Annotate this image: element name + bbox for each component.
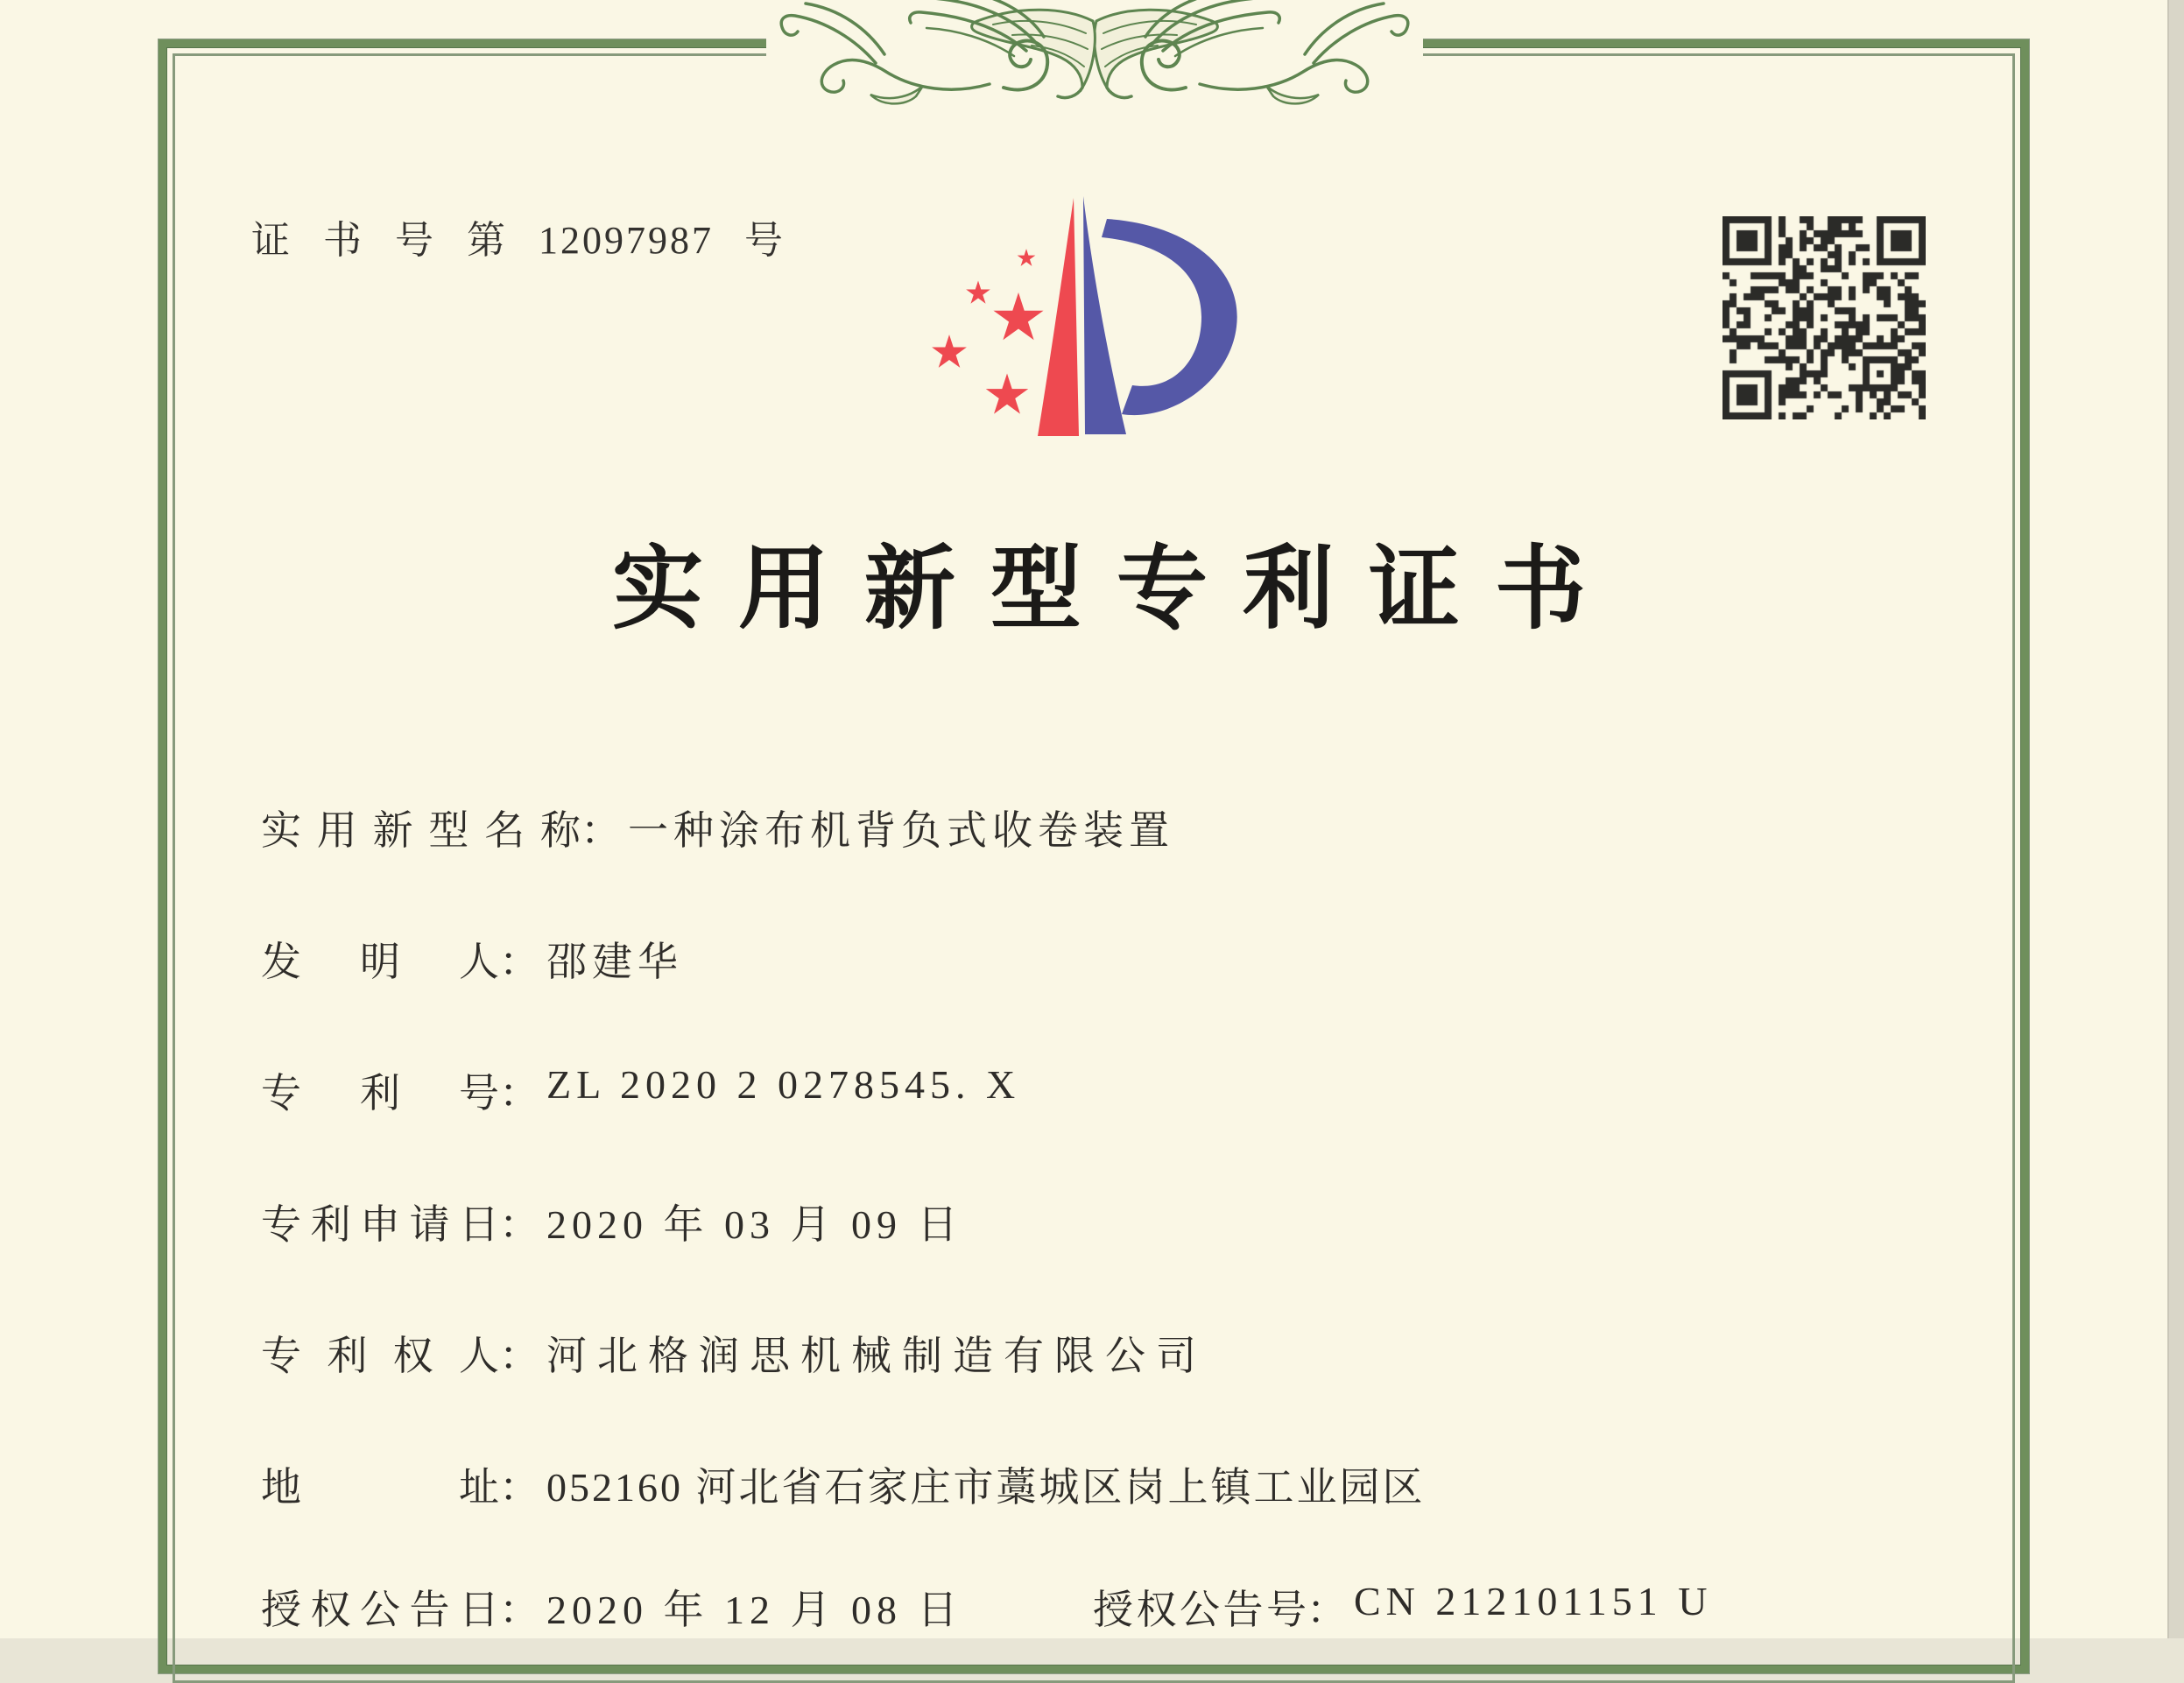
field-label: 发明人 [261,940,499,984]
scan-edge [2167,0,2184,1638]
field-value: CN 212101151 U [1354,1579,1713,1623]
field-colon: ： [581,808,621,853]
field-value: 2020 年 03 月 09 日 [546,1202,963,1247]
field-value: 052160 河北省石家庄市藁城区岗上镇工业园区 [546,1465,1426,1510]
field-value: 邵建华 [546,940,683,984]
field-grant-date [261,1578,963,1630]
field-value: 一种涂布机背负式收卷装置 [628,808,1174,853]
field-label: 授权公告日 [261,1588,499,1632]
field-label: 专利申请日 [261,1202,499,1247]
field-colon: ： [499,1334,539,1378]
field-colon: ： [499,1071,539,1116]
field-grant-number [1093,1578,1712,1630]
qr-code-icon [1723,216,1926,419]
cnipa-patent-logo-icon [918,184,1255,447]
certificate-title: 实用新型专利证书 [611,539,1621,640]
field-colon: ： [499,1465,539,1510]
field-colon: ： [1307,1588,1347,1632]
field-patent-number [261,1061,1020,1114]
green-scroll-flourish-icon [766,0,1423,105]
field-value: 2020 年 12 月 08 日 [546,1588,963,1632]
field-colon: ： [499,1588,539,1632]
top-ornament [766,0,1423,105]
field-label: 地址 [261,1465,499,1510]
field-address [261,1455,1426,1508]
field-inventor [261,930,683,982]
field-label: 实用新型名称 [261,808,581,853]
field-filing-date [261,1193,963,1245]
field-label: 专利权人 [261,1334,499,1378]
field-colon: ： [499,940,539,984]
field-value: 河北格润思机械制造有限公司 [546,1334,1207,1378]
field-label: 专利号 [261,1071,499,1116]
field-label: 授权公告号 [1093,1588,1307,1632]
field-utility-model-name [261,799,1174,851]
field-value: ZL 2020 2 0278545. X [546,1062,1021,1107]
field-colon: ： [499,1202,539,1247]
field-patentee [261,1324,1207,1377]
certificate-number: 证 书 号 第 12097987 号 [251,219,786,262]
